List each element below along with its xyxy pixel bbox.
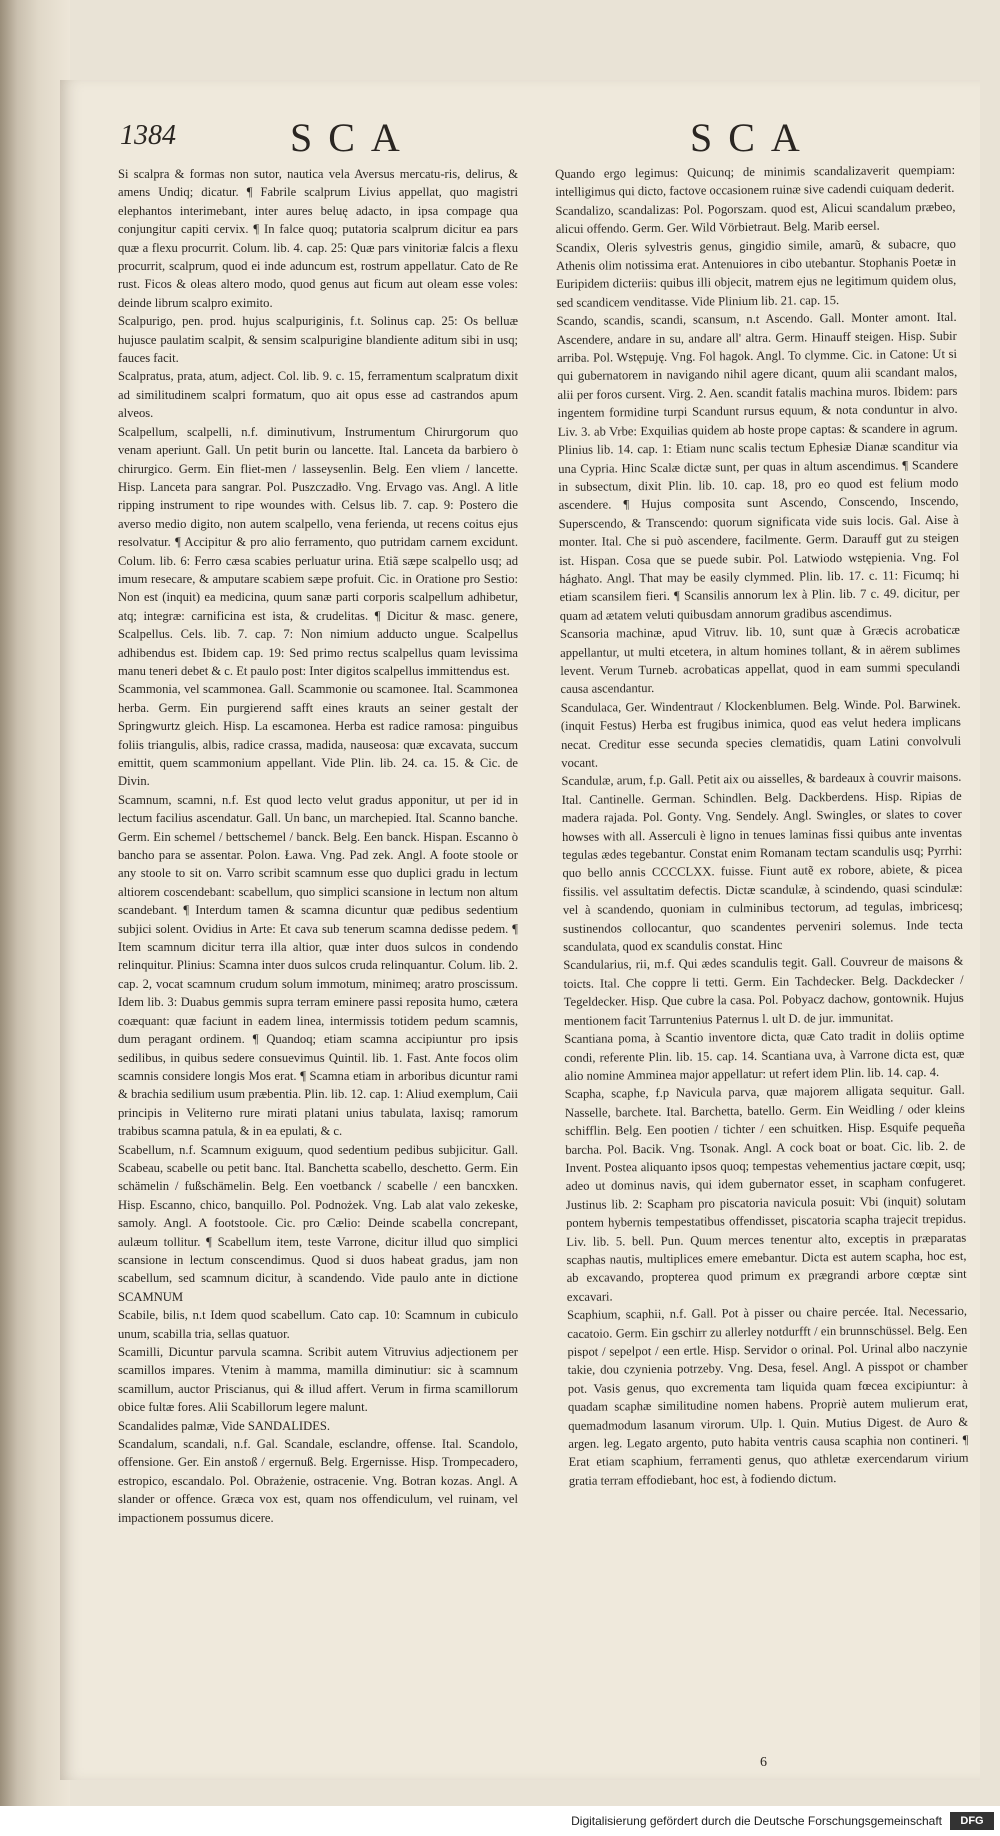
dictionary-entry: Scaphium, scaphii, n.f. Gall. Pot à pisser ou chaire percée. Ital. Necessario, cacatoio. Germ. Ein gschirr zu allerley notdurfft / ein brunnschüssel. Belg. Een pispot / sepelpot / een ertle. Hisp. Servidor o orinal. Pol. Urinal albo naczynie takie, dou czynienia potrzeby. Vng. Desa, fesel. Angl. A pisspot or chamber pot. Vasis genus, quo excrementa tam liquida quam fœcea excipiuntur: à quadam scaphæ similitudine nomen habens. Propriè autem mulierum erat, quemadmodum lasanum virorum. Ulp. l. Quin. Mutius Digest. de Auro & argen. leg. Legato argento, puto habita ventris causa scaphia non contineri. ¶ Erat etiam scaphium, ferramenti genus, quo athletæ exercendarum virium gratia terram effodiebant, hoc est, à fodiendo dictum. bbox=[566, 1303, 969, 1488]
dictionary-entry: Scamnum, scamni, n.f. Est quod lecto velut gradus apponitur, ut per id in lectum facilius ascendatur. Gall. Un banc, un marchepied. Ital. Scanno banche. Germ. Ein schemel / bettschemel / banck. Belg. Een banck. Hispan. Escanno ò bancho para se assentar. Polon. Ława. Vng. Pad zek. Angl. A foote stoole or any stoole to sit on. Varro scribit scamnum esse quo duplici gradu in lectum altiorem coscendebant: scabellum, quo simplici scansione in lectum non altum scandebant. ¶ Interdum tamen & scamna dicuntur quæ pedibus sedentium subjici solent. Ovidius in Arte: Et cava sub tenerum scamna dedisse pedem. ¶ Item scamnum dicitur terra illa altior, quæ inter duos sulcos in condendo relinquitur. Plinius: Scamna inter duos sulcos cruda relinquantur. Colum. lib. 2. cap. 2, vocat scamnum crudum solum immotum, minimeq; aratro proscissum. Idem lib. 3: Duabus gemmis supra terram eminere passi reposita humo, cætera coæquant: quæ faciunt in eadem linea, intermissis totidem pedum scamnis, dum peragant ordinem. ¶ Quandoq; etiam scamna accipiuntur pro ipsis sedilibus, in quibus sedere consuevimus Quintil. lib. 1. Fast. Ante focos olim scamnis considere longis Mos erat. ¶ Scamna etiam in arboribus dicuntur rami & brachia sedilium usum præbentia. Plin. lib. 12. cap. 1: Aliud exemplum, Caii principis in Veliterno rure mirati platani unius tabulata, laxisq; ramorum trabibus scamna patula, & in ea epulati, & c. bbox=[118, 792, 518, 1139]
left-column-head: SCA bbox=[290, 115, 416, 160]
running-header bbox=[120, 110, 950, 160]
dictionary-entry: Scapha, scaphe, f.p Navicula parva, quæ majorem alligata sequitur. Gall. Nasselle, barchete. Ital. Barchetta, batello. Germ. Ein Weidling / oder kleins schifflin. Belg. Een pootien / tichter / een schuitken. Hisp. Esquife pequeña barcha. Pol. Bacik. Vng. Tsonak. Angl. A cock boat or boat. Cic. lib. 2. de Invent. Postea aliquanto ipsos quoq; tempestas vehementius jactare cœpit, usq; adeo ut dominus navis, qui idem gubernator esset, in scapham confugeret. Justinus lib. 2: Scapham pro piscatoria navicula posuit: Vbi (inquit) solutam pontem hybernis tempestatibus offendisset, piscatoria scapha trajecit trepidus. Liv. lib. 5. bell. Pun. Quum merces tenentur alto, exceptis in præparatas scaphas nautis, multiplices emere emebantur. Dicta est autem scapha, hoc est, ab excavando, propterea quod primum ex prægrandi arbore cœptæ sint excavari. bbox=[564, 1083, 967, 1304]
right-column-head: SCA bbox=[690, 115, 816, 160]
dictionary-entry: Scansoria machinæ, apud Vitruv. lib. 10, sunt quæ à Græcis acrobaticæ appellantur, ut multi etcetera, in altum homines tollant, & in aërem sublimes levent. Verum Turneb. acrobaticas appellat, quod in eam summi speculandi causa ascendantur. bbox=[559, 622, 961, 697]
right-column bbox=[555, 161, 971, 1725]
dictionary-entry: Scandix, Oleris sylvestris genus, gingidio simile, amarũ, & subacre, quo Athenis olim notissima erat. Antenuiores in cibo utebantur. Stophanis Poetæ in Euripidem dicteriis: quibus illi objecit, matrem ejus ne legitimum quidem olus, sed scandicem venditasse. Vide Plinium lib. 21. cap. 15. bbox=[555, 236, 957, 310]
dictionary-entry: Scantiana poma, à Scantio inventore dicta, quæ Cato tradit in doliis optime condi, referente Plin. lib. 15. cap. 14. Scantiana uva, à Varrone dicta est, quæ alio nomine Amminea major appellatur: ut refert idem Plin. lib. 14. cap. 4. bbox=[564, 1027, 965, 1083]
dictionary-entry: Scandularius, rii, m.f. Qui ædes scandulis tegit. Gall. Couvreur de maisons & toicts. Ital. Che coppre li tetti. Germ. Ein Tachdecker. Belg. Dackdecker / Tegeldecker. Hisp. Que cubre la casa. Pol. Pobyacz dachow, gontownik. Hujus mentionem facit Tarruntenius Paternus l. ult D. de jur. immunitat. bbox=[563, 954, 964, 1028]
dictionary-entry: Scabellum, n.f. Scamnum exiguum, quod sedentium pedibus subjicitur. Gall. Scabeau, scabelle ou petit banc. Ital. Banchetta scabello, deschetto. Germ. Ein schämelin / fußschämelin. Belg. Een voetbanck / scabelle / een bancxken. Hisp. Escanno, chico, banquillo. Pol. Podnożek. Vng. Lab alat valo zekeske, samoly. Angl. A footstoole. Cic. pro Cælio: Deinde scabella concrepant, aulæum tollitur. ¶ Scabellum item, teste Varrone, dicitur illud quo simplici scansione in lectum conscendimus. Quod si duos habeat gradus, jam non scabellum, sed scamnum dicitur, à scandendo. Vide paulo ante in dictione SCAMNUM bbox=[118, 1142, 518, 1304]
dictionary-entry: Quando ergo legimus: Quicunq; de minimis scandalizaverit quempiam: intelligimus qui dicto, factove occasionem ruinæ sive cadendi cuiquam dederit. bbox=[555, 162, 956, 200]
digitization-footer bbox=[0, 1806, 1000, 1836]
dictionary-entry: Scalpurigo, pen. prod. hujus scalpuriginis, f.t. Solinus cap. 25: Os belluæ hujusce paulatim scalpit, & sensim scalpurigine blandiente aditum sibi in usq; fauces facit. bbox=[118, 314, 518, 366]
dfg-logo: DFG bbox=[950, 1812, 994, 1830]
dictionary-entry: Scandalizo, scandalizas: Pol. Pogorszam. quod est, Alicui scandalum præbeo, alicui offendo. Germ. Ger. Wild Vörbietraut. Belg. Marib eersel. bbox=[555, 199, 956, 237]
dictionary-entry: Scandulaca, Ger. Windentraut / Klockenblumen. Belg. Winde. Pol. Barwinek. (inquit Festus) Herba est frugibus inimica, quod eas velut hedera implicans necat. Creditur esse secunda species clematidis, quam Latini convolvuli vocant. bbox=[560, 696, 962, 770]
funding-notice: Digitalisierung gefördert durch die Deutsche Forschungsgemeinschaft bbox=[571, 1814, 942, 1828]
dictionary-entry: Si scalpra & formas non sutor, nautica vela Aversus mercatu-ris, delirus, & amens Undiq; dicatur. ¶ Fabrile scalprum Livius appellat, quo magistri elephantos interimebant, inter aures beluę adacto, in ipsa compage qua conjungitur capiti cervix. ¶ In falce quoq; putatoria scalprum dicitur ea pars quæ a flexu procurrit. Colum. lib. 4. cap. 25: Quæ pars vinitoriæ falcis a flexu procurrit, scalprum, quod ei inde aduncum est, rostrum appellatur. Cato de Re rust. Ficos & oleas altero modo, quod genus aut ficum aut oleam esse voles: deinde librum scalpro eximito. bbox=[118, 167, 518, 310]
dictionary-entry: Scalpellum, scalpelli, n.f. diminutivum, Instrumentum Chirurgorum quo venam aperiunt. Gall. Un petit burin ou lancette. Ital. Lanceta da barbiero ò chirurgico. Germ. Ein fliet-men / lasseysenlin. Belg. Een vliem / lancette. Hisp. Lanceta para sangrar. Pol. Puszczadło. Vng. Ervago vas. Angl. A litle ripping instrument to ripe woundes with. Celsus lib. 7. cap. 9: Postero die averso medio digito, non autem scalpello, vena ferienda, ut recens coitus ejus resolvatur. ¶ Accipitur & pro alio ferramento, quo putridam carnem excidunt. Colum. lib. 6: Ferro cæsa scabies perluatur urina. Etiã sæpe scalpello usq; ad imum resecare, & amputare scabiem sæpe profuit. Cic. in Oratione pro Sestio: Non est (inquit) ea medicina, quum sanæ parti corporis scalpellum adhibetur, atq; integræ: carnificina est ista, & crudelitas. ¶ Dicitur & masc. genere, Scalpellus. Cels. lib. 7. cap. 7: Non nimium adducto ungue. Scalpellus adhibendus est. Ibidem cap. 19: Sed primo rectus scalpellus quam levissima manu teneri debet & c. Et paulo post: Inter digitos scalpellus immittendus est. bbox=[118, 424, 518, 678]
dictionary-entry: Scalpratus, prata, atum, adject. Col. lib. 9. c. 15, ferramentum scalpratum dixit ad similitudinem scalpri formatum, quo ait opus esse ad castrandos apum alveos. bbox=[118, 369, 518, 421]
left-column bbox=[118, 165, 518, 1725]
signature-mark: 6 bbox=[760, 1755, 767, 1770]
page-number: 1384 bbox=[120, 120, 176, 151]
dictionary-entry: Scamilli, Dicuntur parvula scamna. Scribit autem Vitruvius adjectionem per scamillos impares. Vtenim à mamma, mamilla diminutiur: sic à scamnum scamillum, auctor Priscianus, qui & illud affert. Verum in firma scamillorum obice fultæ fores. Alii Scabillorum legere malunt. bbox=[118, 1345, 518, 1415]
dictionary-entry: Scandulæ, arum, f.p. Gall. Petit aix ou aisselles, & bardeaux à couvrir maisons. Ital. Cantinelle. German. Schindlen. Belg. Dackberdens. Hisp. Ripias de madera rajada. Pol. Gonty. Vng. Sendely. Angl. Swingles, or slates to cover howses with all. Asserculi è ligno in tenues laminas fissi quibus ante inventas tegulas ædes tegebantur. Constat enim Romanam tectam scandulis usq; Pyrrhi: quo bello annis CCCCLXX. fuisse. Fiunt autẽ ex robore, abiete, & picea fissilis. vel assultatim defectis. Dictæ scandulæ, à scindendo, quasi scindulæ: vel à scandendo, quoniam in culminibus tectorum, ad tegulas, imbricesq; sustinendos collocantur, quo scandentes perveniri solemus. Inde tecta scandulata, quod ex scandulis constat. Hinc bbox=[561, 770, 964, 955]
dictionary-entry: Scammonia, vel scammonea. Gall. Scammonie ou scamonee. Ital. Scammonea herba. Germ. Ein purgierend safft eines krauts an seiner gestalt der Springwurtz gleich. Hisp. La escamonea. Herba est radice ramosa: pinguibus foliis triangulis, albis, radice crassa, madida, nauseosa: quæ excavata, succum emittit, quem scammonium appellant. Vide Plin. lib. 24. ca. 15. & Cic. de Divin. bbox=[118, 682, 518, 789]
dictionary-entry: Scabile, bilis, n.t Idem quod scabellum. Cato cap. 10: Scamnum in cubiculo unum, scabilla tria, sellas quatuor. bbox=[118, 1308, 518, 1341]
dictionary-entry: Scandalum, scandali, n.f. Gal. Scandale, esclandre, offense. Ital. Scandolo, offensione. Ger. Ein anstoß / ergernuß. Belg. Ergernisse. Hisp. Trompecadero, estropico, escandalo. Pol. Obrażenie, ostracenie. Vng. Botran kozas. Angl. A slander or offence. Græca vox est, quam nos offendiculum, vel ruinam, vel impactionem possumus dicere. bbox=[118, 1437, 518, 1525]
dictionary-entry: Scando, scandis, scandi, scansum, n.t Ascendo. Gall. Monter amont. Ital. Ascendere, andare in su, andare all' altra. Germ. Hinauff steigen. Hisp. Subir arriba. Pol. Wstępuję. Vng. Fol hagok. Angl. To clymme. Cic. in Catone: Ut si qui gubernatorem in navigando nihil agere dicant, quum alii scandant malos, alii per foros cursent. Virg. 2. Aen. scandit fatalis machina muros. Ibidem: pars ingentem formidine turpi Scandunt rursus equum, & nota conduntur in alvo. Liv. 3. ab Vrbe: Exquilias quidem ab hoste prope captas: & scandere in agrum. Plinius lib. 14. cap. 1: Etiam nunc scalis tectum Ephesiæ Dianæ scanditur via una Cypria. Hinc Scalæ dictæ sunt, per quas in altum ascendimus. ¶ Scandere in subsectum, dixit Plin. lib. 10. cap. 18, pro eo quod est felium modo ascendere. ¶ Hujus composita sunt Ascendo, Conscendo, Inscendo, Superscendo, & Transcendo: quorum significata vide suis locis. Gal. Aise à monter. Ital. Che si può ascendere, facilmente. Germ. Darauff gut zu steigen ist. Hispan. Cosa que se puede subir. Pol. Latwiodo wstępienia. Vng. Fol hághato. Angl. That may be easily clymmed. Plin. lib. 17. c. 11: Ficumq; hi etiam scansilem fieri. ¶ Scansilis annorum lex à Plin. lib. 7 c. 49. dicitur, per quam ad ætatem veluti quibusdam annorum gradibus ascendimus. bbox=[556, 310, 960, 623]
dictionary-entry: Scandalides palmæ, Vide SANDALIDES. bbox=[118, 1418, 331, 1433]
